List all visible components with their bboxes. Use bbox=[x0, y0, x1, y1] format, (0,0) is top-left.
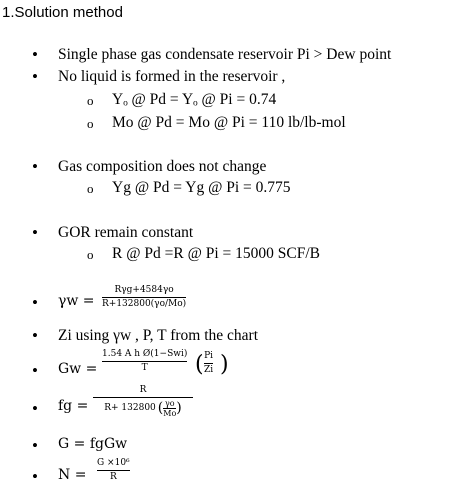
fraction-numerator: Rγg+4584γo bbox=[114, 285, 174, 295]
G-equation: G = fgGw bbox=[58, 436, 128, 452]
fraction-numerator: R bbox=[139, 385, 147, 395]
sub-bullet-text: Yₒ @ Pd = Yₒ @ Pi = 0.74 bbox=[112, 91, 277, 108]
bullet-icon: • bbox=[32, 436, 38, 455]
sub-bullet-icon: o bbox=[87, 181, 94, 196]
gamma-w-fraction bbox=[102, 285, 186, 310]
sub-bullet-text: R @ Pd =R @ Pi = 15000 SCF/B bbox=[112, 245, 320, 262]
bullet-icon: • bbox=[32, 399, 38, 418]
bullet-icon: • bbox=[32, 326, 38, 345]
zi-text: Zi using γw , P, T from the chart bbox=[58, 327, 259, 344]
sub-bullet-icon: o bbox=[87, 247, 94, 262]
fraction-denominator: R+132800(γo/Mo) bbox=[102, 299, 187, 309]
sub-bullet-icon: o bbox=[87, 116, 94, 131]
fraction-denominator: R bbox=[109, 472, 117, 482]
gamma-w-lhs: γw = bbox=[58, 293, 95, 309]
Gw-fraction bbox=[102, 349, 187, 374]
right-paren: ) bbox=[220, 352, 229, 377]
inner-fraction bbox=[163, 399, 176, 418]
fraction-numerator: 1.54 A h Ø(1−Swi) bbox=[102, 349, 188, 359]
bullet-icon: • bbox=[32, 293, 38, 312]
bullet-icon: • bbox=[32, 45, 38, 64]
fraction-bar bbox=[102, 361, 187, 362]
N-fraction bbox=[97, 458, 130, 483]
bullet-icon: • bbox=[32, 67, 38, 86]
Gw-pressure-fraction bbox=[204, 351, 213, 376]
bullet-text: GOR remain constant bbox=[58, 224, 194, 241]
fraction-bar bbox=[102, 297, 186, 298]
fraction-denominator bbox=[104, 399, 182, 418]
Gw-lhs: Gw = bbox=[58, 361, 98, 377]
bullet-icon: • bbox=[32, 223, 38, 242]
left-paren: ( bbox=[195, 352, 204, 377]
page-title: 1.Solution method bbox=[2, 4, 123, 21]
bullet-text: No liquid is formed in the reservoir , bbox=[58, 68, 286, 85]
bullet-text: Gas composition does not change bbox=[58, 158, 267, 175]
sub-bullet-text: Mo @ Pd = Mo @ Pi = 110 lb/lb-mol bbox=[112, 114, 346, 131]
sub-bullet-text: Yg @ Pd = Yg @ Pi = 0.775 bbox=[112, 179, 291, 196]
inner-numerator: γo bbox=[164, 399, 175, 408]
inner-denominator: Mo bbox=[163, 409, 177, 418]
fraction-bar bbox=[93, 397, 193, 398]
fraction-bar bbox=[97, 470, 130, 471]
fg-lhs: fg = bbox=[58, 398, 89, 414]
sub-bullet-icon: o bbox=[87, 93, 94, 108]
bullet-icon: • bbox=[32, 157, 38, 176]
fraction-bar bbox=[204, 363, 213, 364]
N-lhs: N = bbox=[58, 467, 87, 483]
fraction-denominator: T bbox=[141, 363, 148, 373]
fg-den-text: R+ 132800 bbox=[104, 403, 156, 413]
inner-right-paren: ) bbox=[176, 400, 182, 416]
inner-left-paren: ( bbox=[157, 400, 164, 416]
fraction-denominator: Zi bbox=[204, 365, 214, 375]
bullet-icon: • bbox=[32, 467, 38, 486]
fraction-numerator: Pi bbox=[204, 351, 214, 361]
bullet-text: Single phase gas condensate reservoir Pi > Dew point bbox=[58, 46, 392, 63]
fg-fraction bbox=[93, 385, 193, 418]
bullet-icon: • bbox=[32, 361, 38, 380]
fraction-numerator: G ×10⁶ bbox=[97, 458, 130, 468]
